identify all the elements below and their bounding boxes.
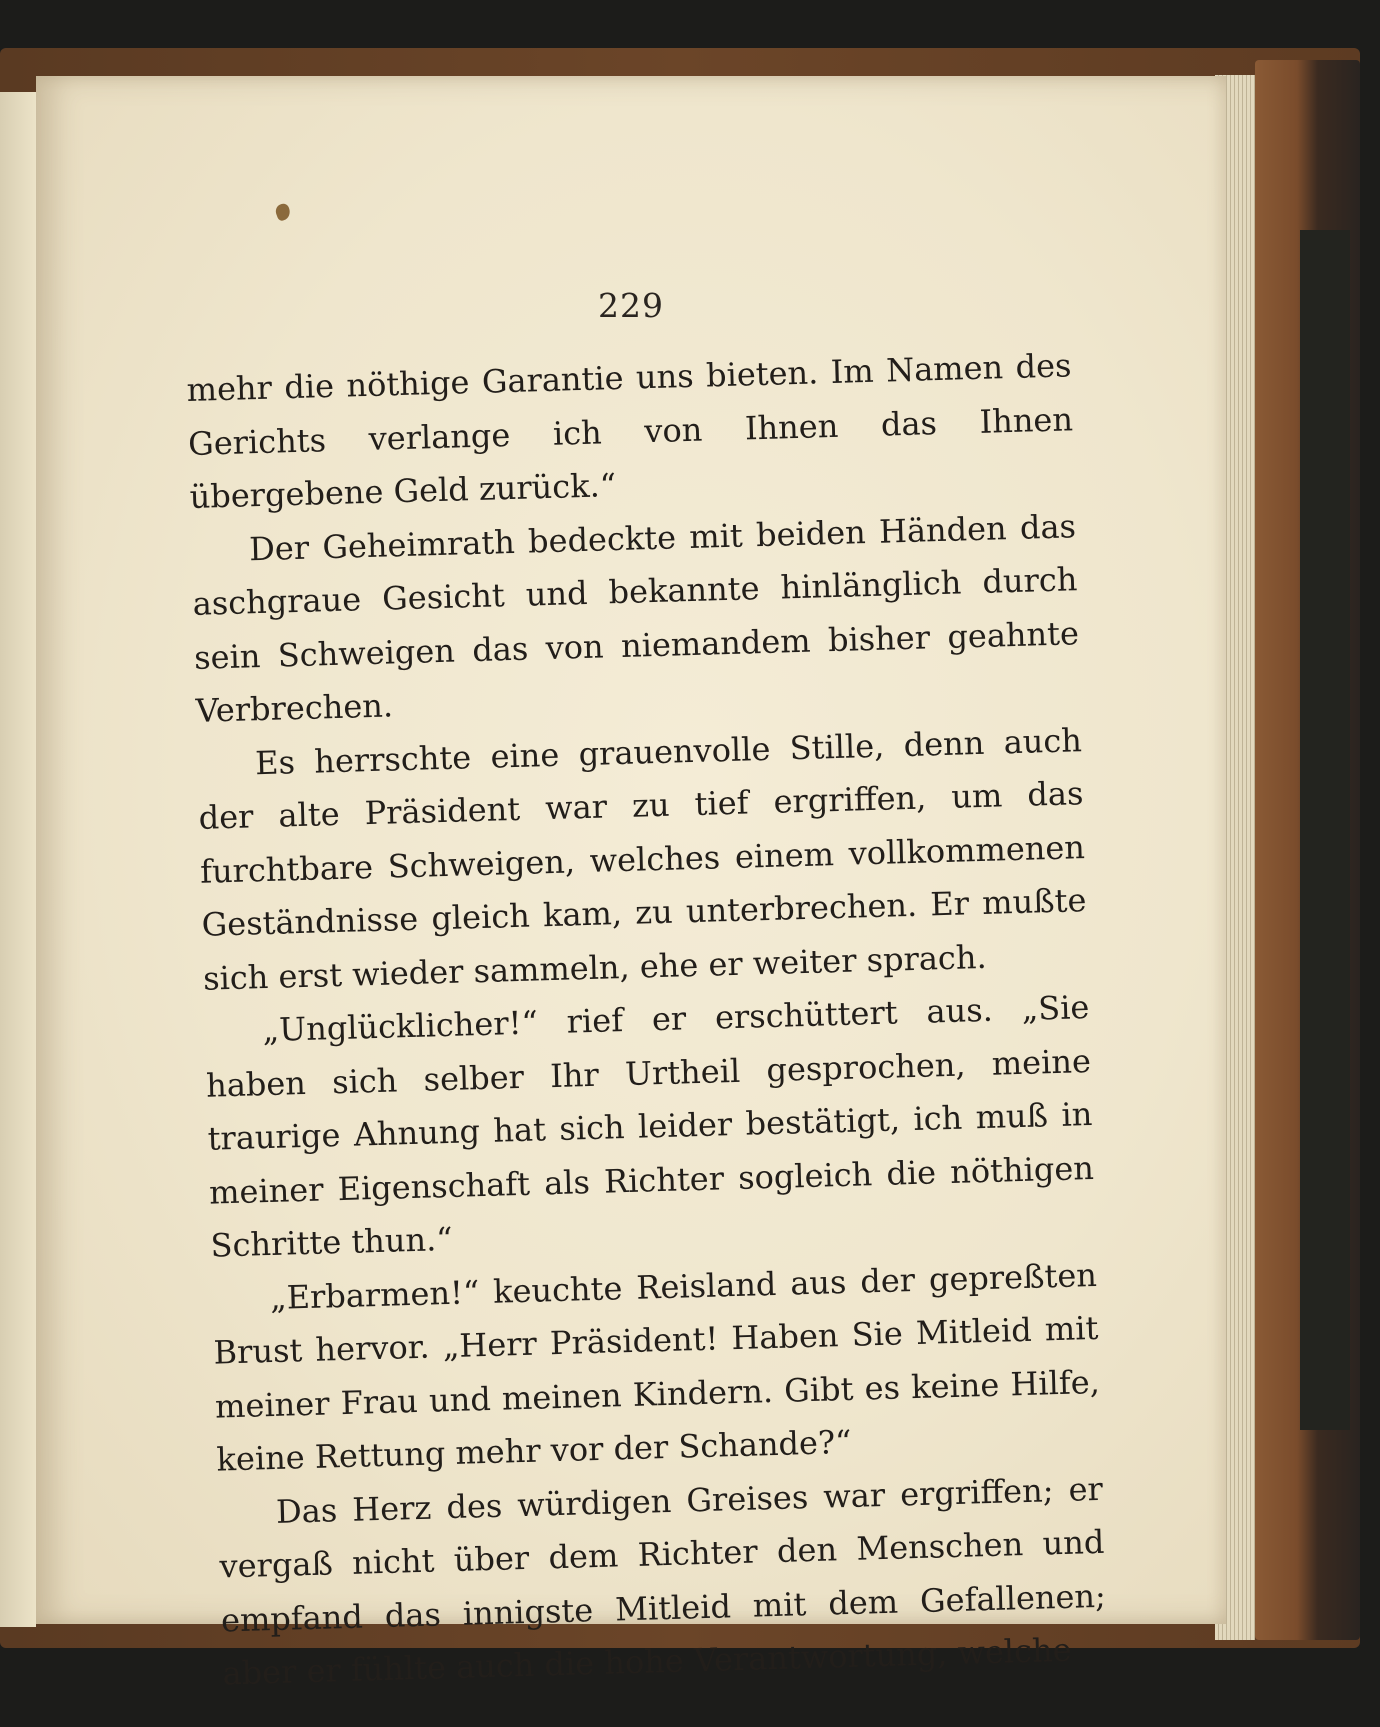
left-page-edge	[0, 92, 36, 1627]
paragraph-5: „Erbarmen!“ keuchte Reisland aus der gepreßten Brust hervor. „Herr Präsident! Haben Sie Mitleid mit meiner Frau und meinen Kindern. Gibt es keine Hilfe, keine Rettung mehr vor der Schande?“	[213, 1255, 1101, 1479]
body-text	[186, 339, 1108, 1701]
paragraph-6: Das Herz des würdigen Greises war ergriffen; er vergaß nicht über dem Richter den Menschen und empfand das innigste Mitleid mit dem Gefallenen; aber er fühlte auch die hohe Verantwortung, welche	[219, 1469, 1107, 1693]
book-page	[36, 76, 1226, 1693]
ink-stain	[274, 202, 293, 222]
page-number: 229	[598, 286, 664, 325]
paragraph-3: Es herrschte eine grauenvolle Stille, denn auch der alte Präsident war zu tief ergriffen, um das furchtbare Schweigen, welches einem vollkommenen Geständnisse gleich kam, zu unterbrechen. Er mußte sich erst wieder sammeln, ehe er weiter sprach.	[198, 720, 1087, 998]
paragraph-4: „Unglücklicher!“ rief er erschüttert aus. „Sie haben sich selber Ihr Urtheil gesprochen, meine traurige Ahnung hat sich leider bestätigt, ich muß in meiner Eigenschaft als Richter sogleich die nöthigen Schritte thun.“	[205, 988, 1095, 1265]
paragraph-1: mehr die nöthige Garantie uns bieten. Im Namen des Gerichts verlange ich von Ihnen das Ihnen übergebene Geld zurück.“	[186, 346, 1074, 516]
paragraph-2: Der Geheimrath bedeckte mit beiden Händen das aschgraue Gesicht und bekannte hinlänglich durch sein Schweigen das von niemandem bisher geahnte Verbrechen.	[192, 506, 1080, 730]
cover-cloth	[1300, 230, 1350, 1430]
